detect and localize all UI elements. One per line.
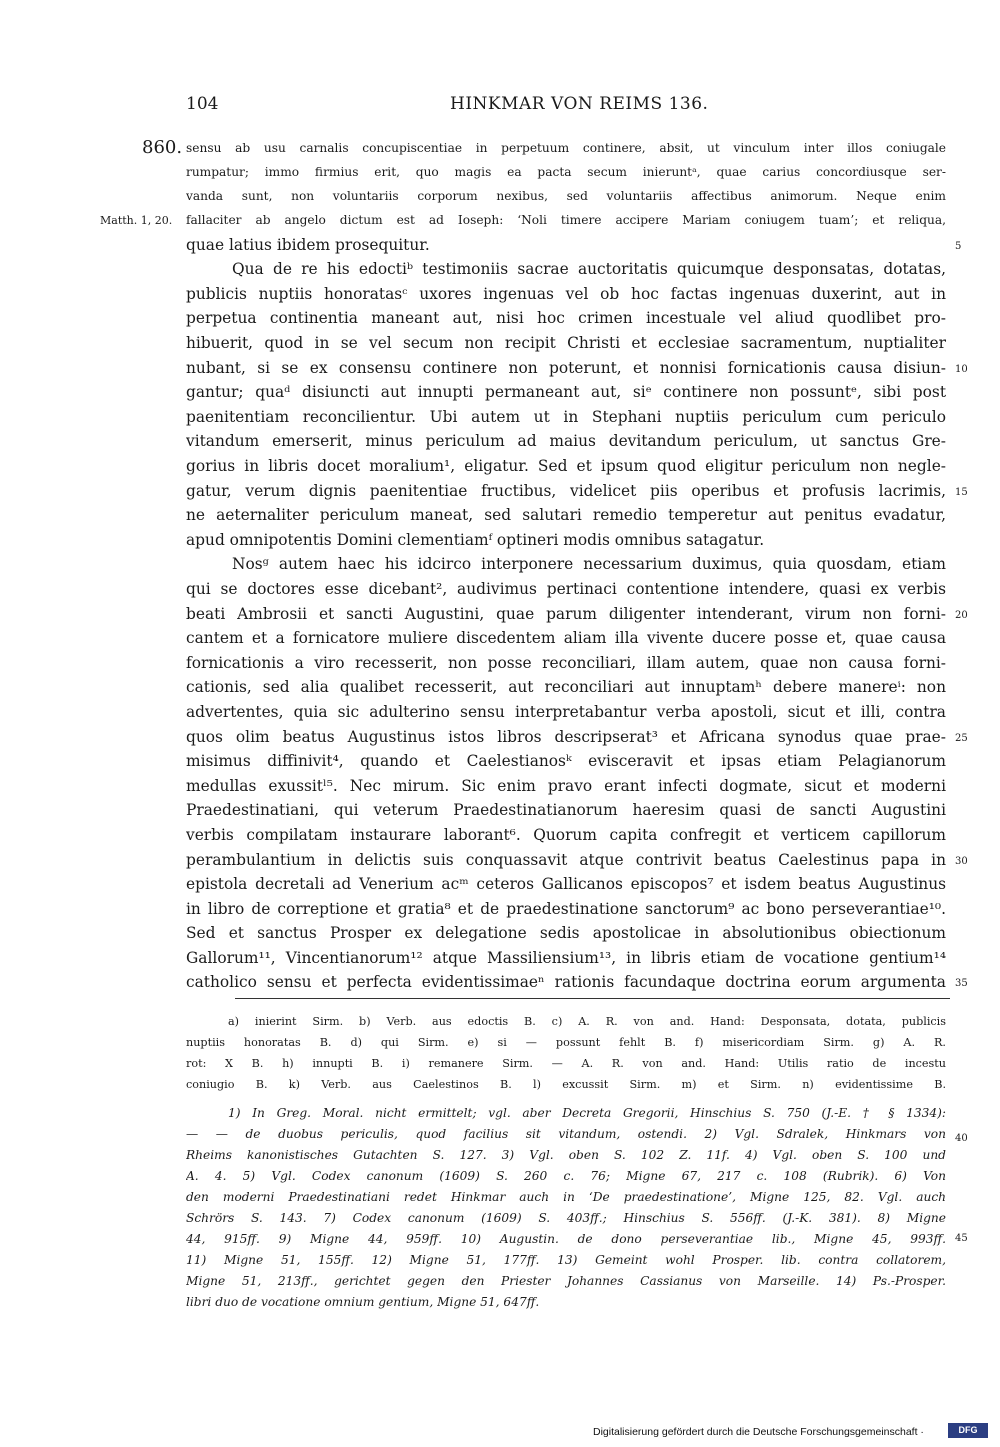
dfg-logo: DFG [948, 1423, 988, 1438]
footnote-line: Schrörs S. 143. 7) Codex canonum (1609) S. 403ff.; Hinschius S. 556ff. (J.-K. 381). 8) Migne [186, 1211, 946, 1225]
line-number: 10 [955, 364, 968, 375]
text-line: apud omnipotentis Domini clementiamᶠ optineri modis omnibus satagatur. [186, 531, 765, 549]
line-number: 20 [955, 610, 968, 621]
text-line: Qua de re his edoctiᵇ testimoniis sacrae auctoritatis quicumque desponsatas, dotatas, [232, 260, 946, 278]
text-line: qui se doctores esse dicebant², audivimus pertinaci contentione intendere, quasi ex verbis [186, 580, 946, 598]
text-line: cantem et a fornicatore muliere discedentem aliam illa vivente ducere posse et, quae causa [186, 629, 946, 647]
text-line: Nosᵍ autem haec his idcirco interponere necessarium duximus, quia quosdam, etiam [232, 555, 946, 573]
apparatus-line: nuptiis honoratas B. d) qui Sirm. e) si — possunt fehlt B. f) misericordiam Sirm. g) A. R. [186, 1036, 946, 1049]
text-line: gorius in libris docet moralium¹, eligatur. Sed et ipsum quod eligitur periculum non negle- [186, 457, 946, 475]
text-line: Praedestinatiani, qui veterum Praedestinatianorum haeresim quasi de sancti Augustini [186, 801, 946, 819]
footnote-line: 11) Migne 51, 155ff. 12) Migne 51, 177ff. 13) Gemeint wohl Prosper. lib. contra collatorem, [186, 1253, 946, 1267]
digitization-note: Digitalisierung gefördert durch die Deutsche Forschungsgemeinschaft · [593, 1426, 924, 1438]
line-number: 40 [955, 1133, 968, 1144]
text-line: nubant, si se ex consensu continere non poterunt, et nonnisi fornicationis causa disiun- [186, 359, 946, 377]
footnote-line: den moderni Praedestinatiani redet Hinkmar auch in ‘De praedestinatione’, Migne 125, 82. Vgl. auch [186, 1190, 946, 1204]
apparatus-line: a) inierint Sirm. b) Verb. aus edoctis B. c) A. R. von and. Hand: Desponsata, dotata, publicis [228, 1015, 946, 1028]
text-line: fornicationis a viro recesserit, non posse reconciliari, illam autem, quae non causa forni- [186, 654, 946, 672]
line-number: 35 [955, 978, 968, 989]
text-line: quos olim beatus Augustinus istos libros descripserat³ et Africana synodus quae prae- [186, 728, 946, 746]
footnote-line: libri duo de vocatione omnium gentium, Migne 51, 647ff. [186, 1295, 540, 1309]
line-number: 15 [955, 487, 968, 498]
line-number: 25 [955, 733, 968, 744]
footnote-line: Rheims kanonistisches Gutachten S. 127. 3) Vgl. oben S. 102 Z. 11f. 4) Vgl. oben S. 100 und [186, 1148, 946, 1162]
text-line: in libro de correptione et gratia⁸ et de praedestinatione sanctorum⁹ ac bono perseverantiae¹⁰. [186, 900, 946, 918]
text-line: misimus diffinivit⁴, quando et Caelestianosᵏ evisceravit et ipsas etiam Pelagianorum [186, 752, 946, 770]
apparatus-line: rot: X B. h) innupti B. i) remanere Sirm. — A. R. von and. Hand: Utilis ratio de incestu [186, 1057, 946, 1070]
text-line: vitandum emerserit, minus periculum ad maius devitandum periculum, ut sanctus Gre- [186, 432, 946, 450]
text-line: gantur; quaᵈ disiuncti aut innupti permaneant aut, siᵉ continere non possuntᵉ, sibi post [186, 383, 946, 401]
text-line: sensu ab usu carnalis concupiscentiae in perpetuum continere, absit, ut vinculum inter illos coniugale [186, 141, 946, 155]
text-line: epistola decretali ad Venerium acᵐ ceteros Gallicanos episcopos⁷ et isdem beatus Augustinus [186, 875, 946, 893]
text-line: Gallorum¹¹, Vincentianorum¹² atque Massiliensium¹³, in libris etiam de vocatione gentium¹⁴ [186, 949, 946, 967]
text-line: verbis compilatam instaurare laborant⁶. Quorum capita confregit et verticem capillorum [186, 826, 946, 844]
apparatus-line: coniugio B. k) Verb. aus Caelestinos B. l) excussit Sirm. m) et Sirm. n) evidentissime B. [186, 1078, 946, 1091]
line-number: 5 [955, 241, 962, 252]
margin-citation: Matth. 1, 20. [100, 214, 173, 227]
page-number: 104 [186, 94, 219, 114]
footnote-separator [235, 998, 950, 999]
text-line: ne aeternaliter periculum maneat, sed salutari remedio temperetur aut penitus evadatur, [186, 506, 946, 524]
text-line: perambulantium in delictis suis conquassavit atque contrivit beatus Caelestinus papa in [186, 851, 946, 869]
footnote-line: A. 4. 5) Vgl. Codex canonum (1609) S. 260 c. 76; Migne 67, 217 c. 108 (Rubrik). 6) Von [186, 1169, 946, 1183]
line-number: 30 [955, 856, 968, 867]
text-line: quae latius ibidem prosequitur. [186, 236, 430, 254]
footnote-line: — — de duobus periculis, quod facilius sit vitandum, ostendi. 2) Vgl. Sdralek, Hinkmars von [186, 1127, 946, 1141]
footnote-line: Migne 51, 213ff., gerichtet gegen den Priester Johannes Cassianus von Marseille. 14) Ps.-Prosper. [186, 1274, 946, 1288]
text-line: publicis nuptiis honoratasᶜ uxores ingenuas vel ob hoc factas ingenuas duxerint, aut in [186, 285, 946, 303]
year-marker: 860. [142, 137, 183, 158]
text-line: cationis, sed alia qualibet recesserit, aut reconciliari aut innuptamʰ debere manereⁱ: non [186, 678, 946, 696]
text-line: catholico sensu et perfecta evidentissimaeⁿ rationis facundaque doctrina eorum argumenta [186, 973, 946, 991]
footnote-line: 44, 915ff. 9) Migne 44, 959ff. 10) Augustin. de dono perseverantiae lib., Migne 45, 993ff. [186, 1232, 946, 1246]
text-line: vanda sunt, non voluntariis corporum nexibus, sed voluntariis affectibus animorum. Neque enim [186, 189, 946, 203]
text-line: Sed et sanctus Prosper ex delegatione sedis apostolicae in absolutionibus obiectionum [186, 924, 946, 942]
text-line: rumpatur; immo firmius erit, quo magis ea pacta secum inieruntᵃ, quae carius concordiusque ser- [186, 165, 946, 179]
text-line: gatur, verum dignis paenitentiae fructibus, videlicet piis operibus et profusis lacrimis, [186, 482, 946, 500]
text-line: perpetua continentia maneant aut, nisi hoc crimen incestuale vel aliud quodlibet pro- [186, 309, 946, 327]
running-title: HINKMAR VON REIMS 136. [450, 94, 709, 114]
footnote-line: 1) In Greg. Moral. nicht ermittelt; vgl. aber Decreta Gregorii, Hinschius S. 750 (J.-E. † § 1334): [228, 1106, 946, 1120]
text-line: advertentes, quia sic adulterino sensu interpretabantur verba apostoli, sicut et illi, contra [186, 703, 946, 721]
text-line: paenitentiam reconcilientur. Ubi autem ut in Stephani nuptiis periculum cum periculo [186, 408, 946, 426]
line-number: 45 [955, 1233, 968, 1244]
text-line: fallaciter ab angelo dictum est ad Ioseph: ‘Noli timere accipere Mariam coniugem tuam’; et reliqua, [186, 213, 946, 227]
text-line: medullas exussitˡ⁵. Nec mirum. Sic enim pravo erant infecti dogmate, sicut et moderni [186, 777, 946, 795]
text-line: hibuerit, quod in se vel secum non recipit Christi et ecclesiae sacramentum, nuptialiter [186, 334, 946, 352]
text-line: beati Ambrosii et sancti Augustini, quae parum diligenter intenderant, virum non forni- [186, 605, 946, 623]
